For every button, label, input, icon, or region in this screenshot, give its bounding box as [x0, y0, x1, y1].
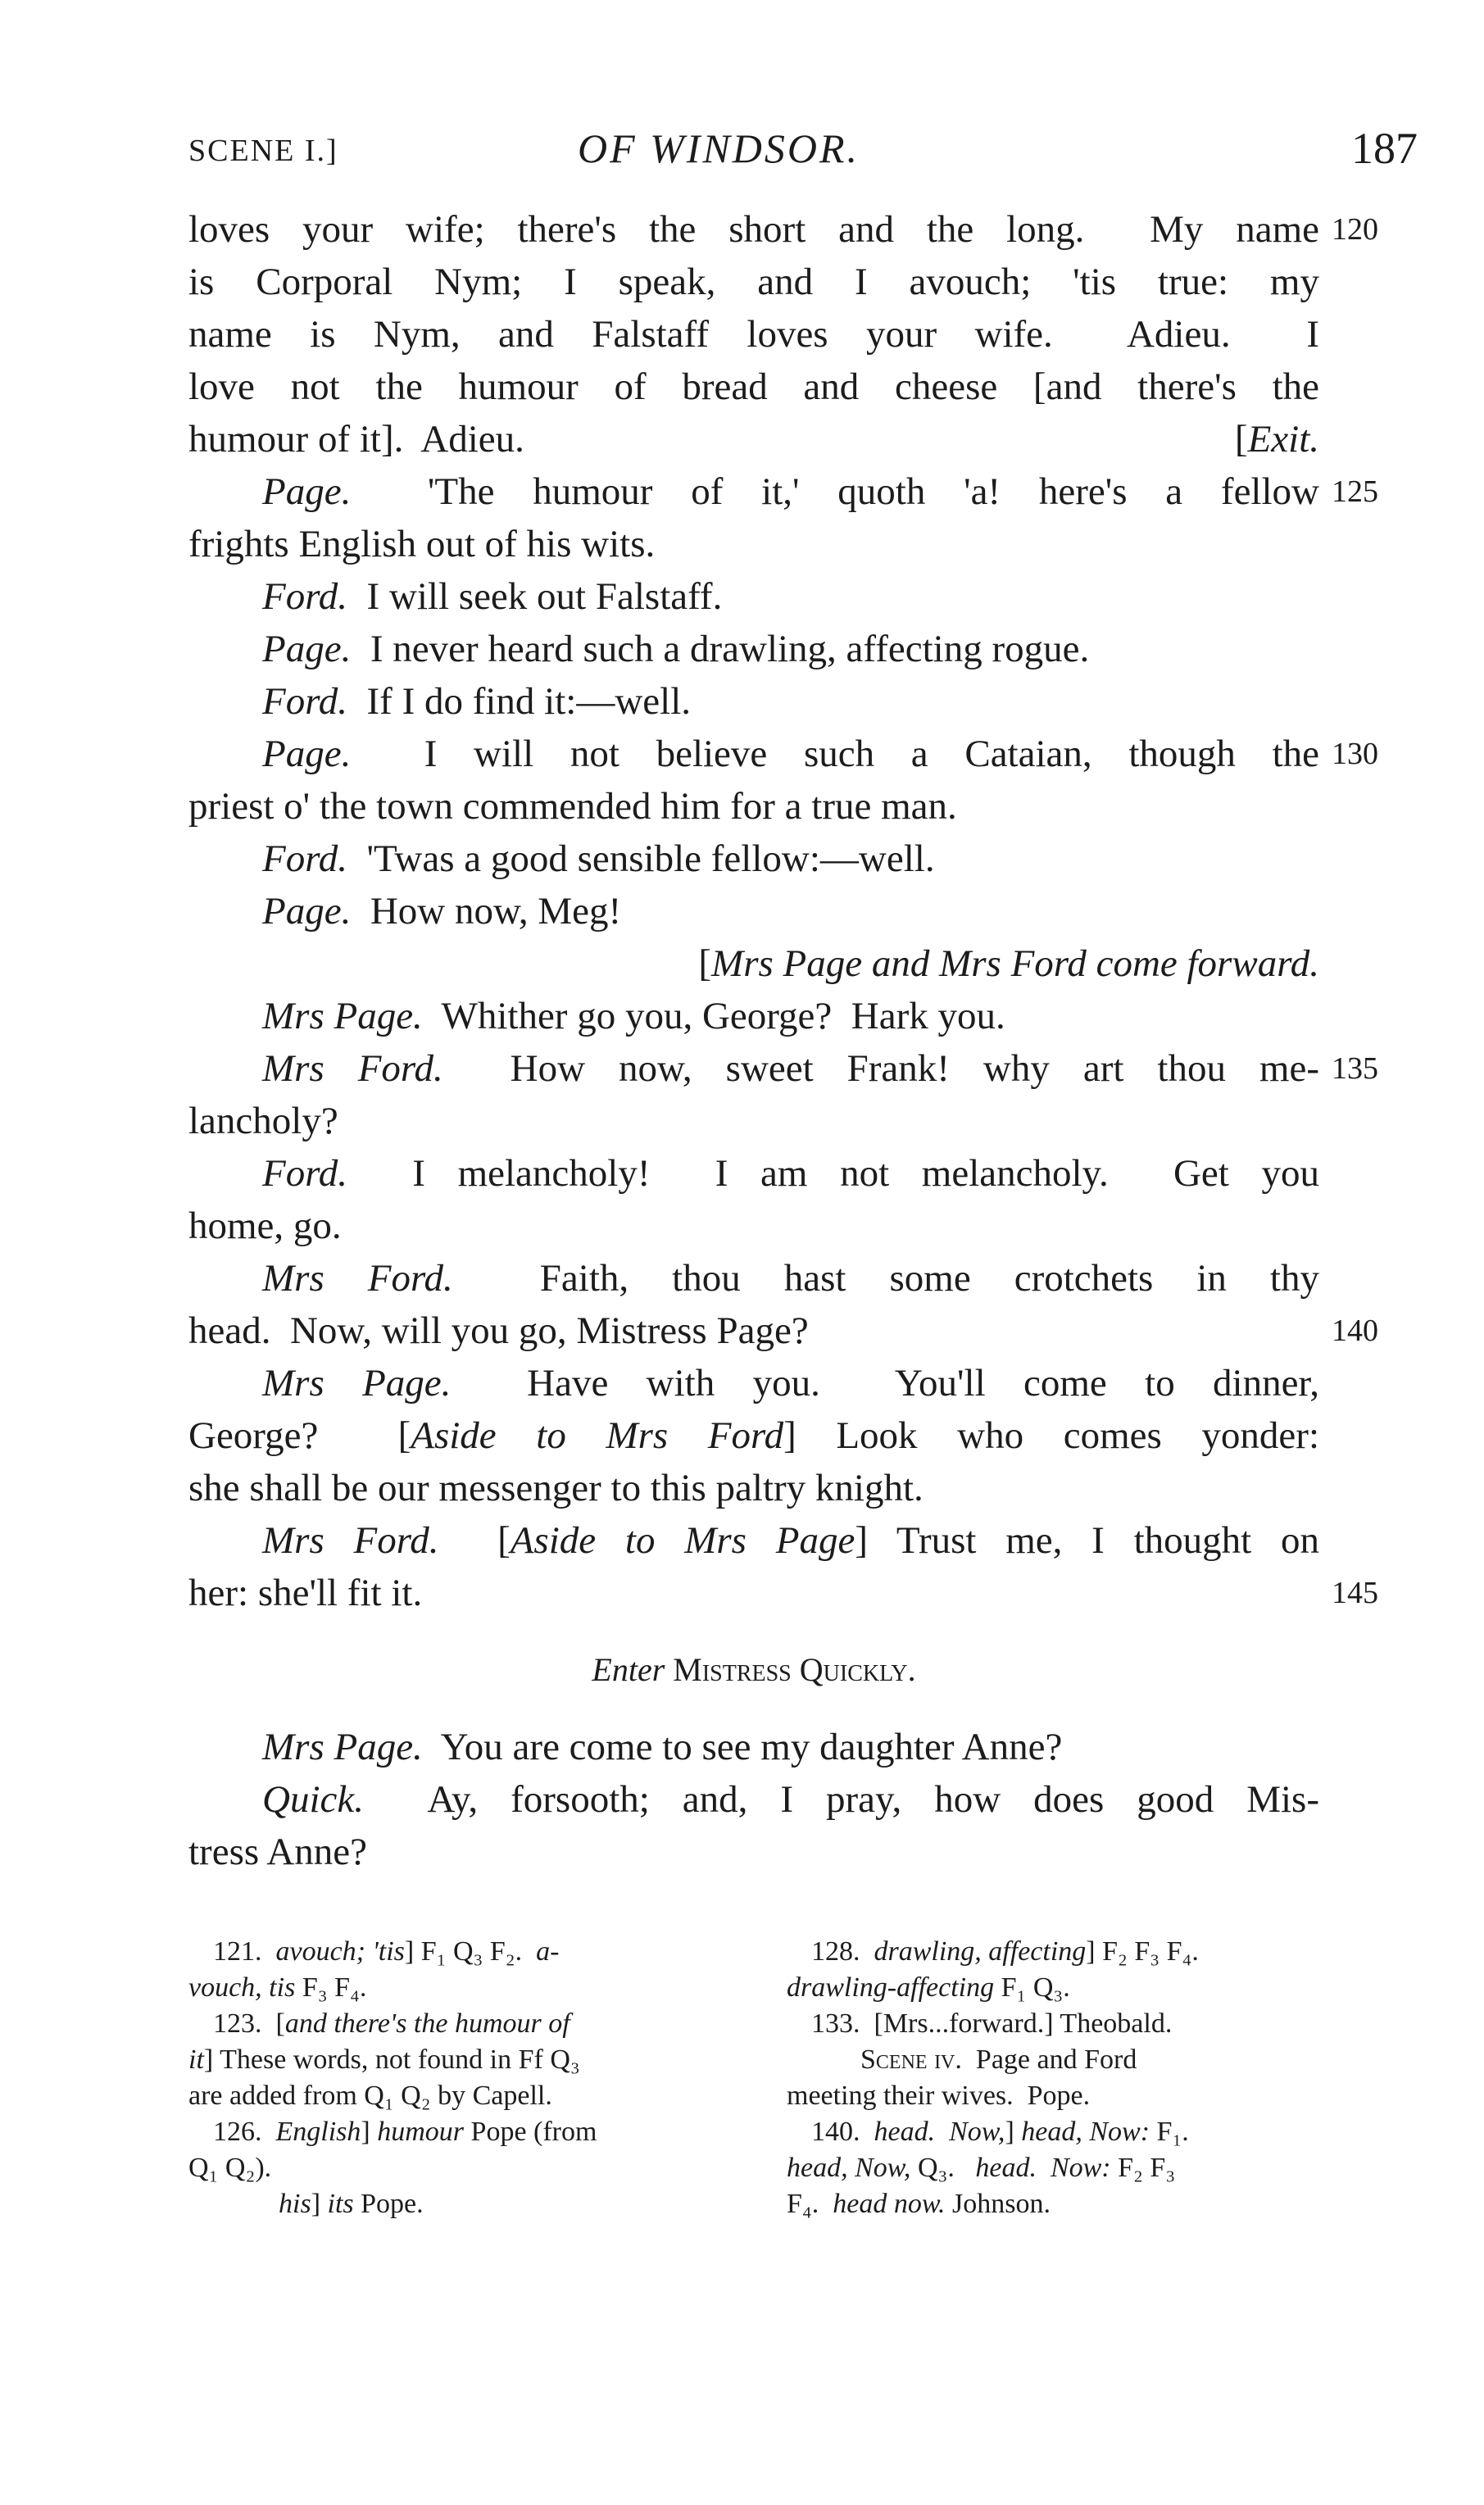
text-segment: home, go.	[188, 1205, 342, 1247]
text-segment: ] F₂ F₃ F₄.	[1086, 1936, 1199, 1967]
text-line	[188, 1305, 1378, 1357]
text-line	[188, 623, 1319, 675]
text-segment: ] Trust me, I thought on	[855, 1519, 1319, 1562]
italic-text: drawling-affecting	[787, 1972, 995, 2003]
text-line	[188, 361, 1319, 413]
text-segment: Faith, thou hast some crotchets in thy	[452, 1257, 1319, 1300]
text-segment: ]	[1005, 2117, 1022, 2147]
italic-text: Mrs Ford.	[262, 1047, 443, 1090]
footnote-line	[787, 1970, 1327, 2006]
text-segment: Johnson.	[945, 2189, 1051, 2219]
text-segment: F₄.	[787, 2189, 833, 2219]
text-segment: 123. [	[213, 2008, 285, 2039]
italic-text: Page.	[262, 470, 352, 513]
text-segment: 'Twas a good sensible fellow:—well.	[347, 837, 935, 880]
text-segment: loves your wife; there's the short and the long. My name	[188, 208, 1319, 251]
footnote-line	[188, 2186, 729, 2222]
text-segment: George? [	[188, 1414, 411, 1457]
italic-text: Page.	[262, 890, 352, 933]
text-segment: 126.	[213, 2117, 276, 2147]
text-line	[188, 203, 1378, 256]
footnotes-left-column	[188, 1934, 729, 2222]
text-segment: love not the humour of bread and cheese [and there's the	[188, 365, 1319, 408]
text-segment: [	[698, 942, 712, 985]
text-segment: If I do find it:—well.	[347, 680, 692, 723]
text-segment: You are come to see my daughter Anne?	[422, 1726, 1063, 1768]
text-segment: ] These words, not found in Ff Q₃	[203, 2044, 580, 2075]
text-segment: are added from Q₁ Q₂ by Capell.	[188, 2081, 552, 2111]
italic-text: Enter	[592, 1651, 665, 1688]
text-line	[188, 1357, 1319, 1409]
italic-text: head, Now,	[787, 2153, 911, 2183]
italic-text: it	[188, 2044, 204, 2075]
text-line	[188, 675, 1319, 728]
text-segment: she shall be our messenger to this paltry knight.	[188, 1467, 924, 1509]
italic-text: Mrs Page.	[262, 995, 423, 1037]
italic-text: Exit.	[1247, 418, 1319, 461]
text-segment: ]	[311, 2189, 328, 2219]
text-segment: 121.	[213, 1936, 276, 1967]
text-segment: is Corporal Nym; I speak, and I avouch; 'tis true: my	[188, 261, 1319, 303]
italic-text: avouch; 'tis	[275, 1936, 405, 1967]
text-line	[188, 833, 1319, 885]
line-number: 140	[1332, 1314, 1378, 1348]
italic-text: Mrs Page.	[262, 1362, 452, 1405]
text-line	[188, 1252, 1319, 1305]
scene-label: SCENE I.]	[188, 134, 338, 168]
footnote-line	[188, 1970, 729, 2006]
text-line	[188, 413, 1319, 465]
italic-text: Ford.	[262, 1152, 348, 1195]
italic-text: its	[327, 2189, 354, 2219]
text-line	[188, 518, 1319, 570]
small-caps-text: Scene iv.	[860, 2044, 962, 2075]
line-number: 125	[1332, 474, 1378, 509]
footnote-line	[787, 2114, 1327, 2150]
text-segment: How now, sweet Frank! why art thou me-	[442, 1047, 1319, 1090]
text-line	[188, 570, 1319, 623]
text-line	[188, 1042, 1378, 1095]
text-segment: Q₁ Q₂).	[188, 2153, 272, 2183]
text-segment: How now, Meg!	[351, 890, 622, 933]
footnote-line	[787, 2078, 1327, 2114]
text-line	[188, 1721, 1319, 1773]
text-segment: ] F₁ Q₃ F₂.	[404, 1936, 537, 1967]
line-number: 120	[1332, 212, 1378, 247]
exit-direction: [Exit.	[1234, 418, 1319, 461]
footnote-line	[188, 2042, 729, 2078]
footnote-line	[188, 1934, 729, 1970]
text-segment: frights English out of his wits.	[188, 523, 656, 565]
footnote-line	[188, 2114, 729, 2150]
italic-text: Ford.	[262, 837, 348, 880]
text-line	[188, 1514, 1319, 1567]
text-segment: F₃ F₄.	[295, 1972, 367, 2003]
italic-text: Quick.	[262, 1778, 364, 1821]
running-header	[188, 123, 1418, 180]
text-segment: [	[438, 1519, 511, 1562]
italic-text: Aside to Mrs Page	[510, 1519, 855, 1562]
text-line	[188, 990, 1319, 1042]
text-line	[188, 1773, 1319, 1826]
text-segment: meeting their wives. Pope.	[787, 2081, 1091, 2111]
text-segment: ]	[361, 2117, 378, 2147]
footnotes-right-column	[787, 1934, 1327, 2222]
text-line	[188, 780, 1319, 833]
text-line	[188, 1200, 1319, 1252]
text-segment: 'The humour of it,' quoth 'a! here's a fellow	[351, 470, 1319, 513]
italic-text: Aside to Mrs Ford	[411, 1414, 784, 1457]
italic-text: Mrs Page and Mrs Ford come forward.	[711, 942, 1319, 985]
italic-text: Page.	[262, 733, 352, 775]
text-segment: 128.	[811, 1936, 874, 1967]
footnote-line	[787, 2042, 1327, 2078]
text-line	[188, 728, 1378, 780]
line-number: 135	[1332, 1051, 1378, 1086]
text-segment: priest o' the town commended him for a true man.	[188, 785, 957, 828]
italic-text: Mrs Ford.	[262, 1257, 453, 1300]
italic-text: English	[275, 2117, 361, 2147]
text-segment: I melancholy! I am not melancholy. Get you	[347, 1152, 1319, 1195]
text-segment: Whither go you, George? Hark you.	[422, 995, 1005, 1037]
text-line	[188, 1567, 1378, 1619]
text-segment: her: she'll fit it.	[188, 1572, 423, 1614]
line-number: 145	[1332, 1576, 1378, 1610]
italic-text: Mrs Ford.	[262, 1519, 439, 1562]
italic-text: a-	[536, 1936, 560, 1967]
text-segment: lancholy?	[188, 1100, 338, 1142]
text-line	[188, 1826, 1319, 1878]
text-line	[188, 465, 1378, 518]
text-line	[188, 1462, 1319, 1514]
footnote-line	[188, 2150, 729, 2186]
page-number: 187	[1351, 124, 1418, 173]
footnote-line	[188, 2078, 729, 2114]
footnote-line	[787, 1934, 1327, 1970]
text-segment: 140.	[811, 2117, 874, 2147]
text-line	[188, 256, 1319, 308]
text-segment: I will not believe such a Cataian, though the	[351, 733, 1319, 775]
text-segment: 133. [Mrs...forward.] Theobald.	[811, 2008, 1173, 2039]
footnote-line	[787, 2006, 1327, 2042]
stage-direction-entrance	[188, 1644, 1319, 1696]
footnote-line	[787, 2186, 1327, 2222]
italic-text: his	[279, 2189, 311, 2219]
text-segment: head. Now, will you go, Mistress Page?	[188, 1309, 809, 1352]
italic-text: Ford.	[262, 575, 348, 618]
italic-text: Mrs Page.	[262, 1726, 423, 1768]
text-segment: I will seek out Falstaff.	[347, 575, 723, 618]
italic-text: humour	[377, 2117, 465, 2147]
text-segment: name is Nym, and Falstaff loves your wife. Adieu. I	[188, 313, 1319, 356]
italic-text: head, Now:	[1021, 2117, 1150, 2147]
text-segment: Pope.	[353, 2189, 424, 2219]
italic-text: vouch, tis	[188, 1972, 296, 2003]
small-caps-text: Mistress Quickly.	[665, 1651, 916, 1688]
text-segment: Have with you. You'll come to dinner,	[451, 1362, 1319, 1405]
italic-text: head. Now,	[874, 2117, 1005, 2147]
text-line	[188, 1147, 1319, 1200]
footnote-line	[188, 2006, 729, 2042]
stage-direction	[188, 937, 1319, 990]
text-segment: Ay, forsooth; and, I pray, how does good Mis-	[363, 1778, 1319, 1821]
text-segment: humour of it]. Adieu.	[188, 418, 524, 461]
text-segment: Page and Ford	[961, 2044, 1137, 2075]
text-segment: F₁ Q₃.	[994, 1972, 1070, 2003]
line-number: 130	[1332, 737, 1378, 771]
text-segment: F₂ F₃	[1110, 2153, 1176, 2183]
italic-text: head. Now:	[975, 2153, 1111, 2183]
text-line	[188, 308, 1319, 361]
text-segment: Pope (from	[464, 2117, 597, 2147]
text-line	[188, 1095, 1319, 1147]
italic-text: drawling, affecting	[874, 1936, 1087, 1967]
text-line	[188, 885, 1319, 937]
text-segment: I never heard such a drawling, affecting rogue.	[351, 628, 1090, 670]
text-segment: F₁.	[1150, 2117, 1189, 2147]
italic-text: head now.	[833, 2189, 946, 2219]
text-segment: ] Look who comes yonder:	[783, 1414, 1320, 1457]
footnote-line	[787, 2150, 1327, 2186]
text-segment: tress Anne?	[188, 1831, 367, 1873]
italic-text: Page.	[262, 628, 352, 670]
play-text	[188, 203, 1378, 1878]
text-segment: Q₃.	[910, 2153, 976, 2183]
text-line	[188, 1409, 1319, 1462]
italic-text: and there's the humour of	[284, 2008, 570, 2039]
page-title: OF WINDSOR.	[578, 125, 860, 171]
italic-text: Ford.	[262, 680, 348, 723]
